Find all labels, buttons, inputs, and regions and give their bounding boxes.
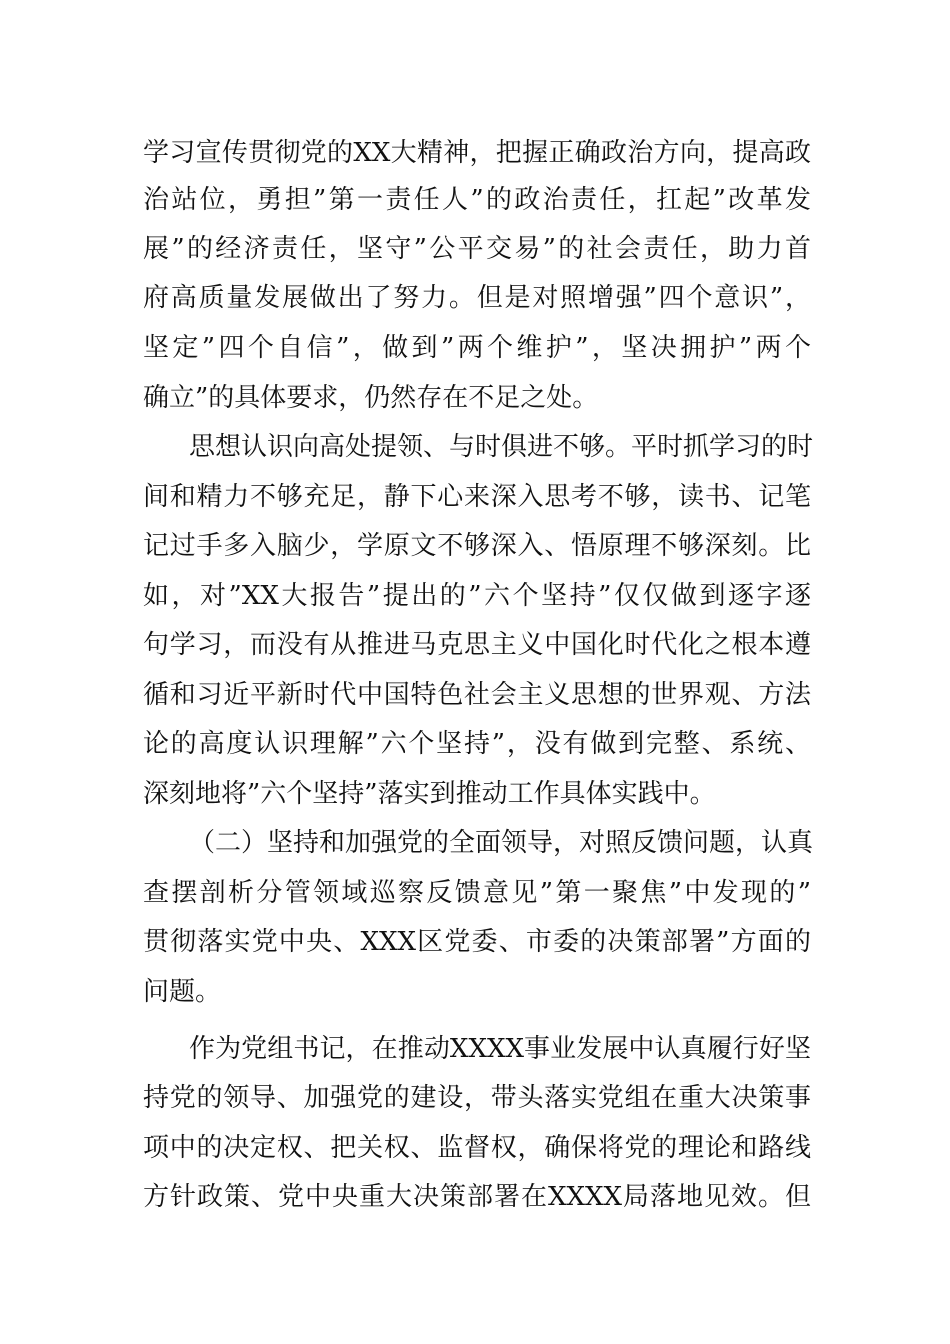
text-line: 查摆剖析分管领域巡察反馈意见”第一聚焦”中发现的” (143, 878, 811, 908)
text-line: 项中的决定权、把关权、监督权，确保将党的理论和路线 (143, 1133, 811, 1163)
text-line: 论的高度认识理解”六个坚持”，没有做到完整、系统、 (143, 729, 811, 759)
text-line: 治站位，勇担”第一责任人”的政治责任，扛起”改革发 (143, 185, 811, 215)
text-line: 循和习近平新时代中国特色社会主义思想的世界观、方法 (143, 680, 811, 710)
text-line: 府高质量发展做出了努力。但是对照增强”四个意识”， (143, 283, 811, 313)
text-line: 确立”的具体要求，仍然存在不足之处。 (143, 383, 599, 413)
text-line: 坚定”四个自信”，做到”两个维护”，坚决拥护”两个 (143, 333, 811, 363)
text-line: 学习宣传贯彻党的XX大精神，把握正确政治方向，提高政 (143, 138, 811, 168)
text-line: 思想认识向高处提领、与时俱进不够。平时抓学习的时 (189, 432, 814, 462)
text-line: （二）坚持和加强党的全面领导，对照反馈问题，认真 (189, 828, 814, 858)
text-line: 间和精力不够充足，静下心来深入思考不够，读书、记笔 (143, 482, 811, 512)
text-line: 记过手多入脑少，学原文不够深入、悟原理不够深刻。比 (143, 531, 811, 561)
text-line: 问题。 (143, 977, 222, 1007)
text-line: 持党的领导、加强党的建设，带头落实党组在重大决策事 (143, 1083, 811, 1113)
text-line: 贯彻落实党中央、XXX区党委、市委的决策部署”方面的 (143, 927, 811, 957)
text-line: 展”的经济责任，坚守”公平交易”的社会责任，助力首 (143, 234, 811, 264)
text-line: 句学习，而没有从推进马克思主义中国化时代化之根本遵 (143, 630, 811, 660)
text-line: 方针政策、党中央重大决策部署在XXXX局落地见效。但 (143, 1182, 811, 1212)
text-line: 深刻地将”六个坚持”落实到推动工作具体实践中。 (143, 779, 716, 809)
text-line: 作为党组书记，在推动XXXX事业发展中认真履行好坚 (189, 1034, 811, 1064)
text-line: 如，对”XX大报告”提出的”六个坚持”仅仅做到逐字逐 (143, 581, 811, 611)
